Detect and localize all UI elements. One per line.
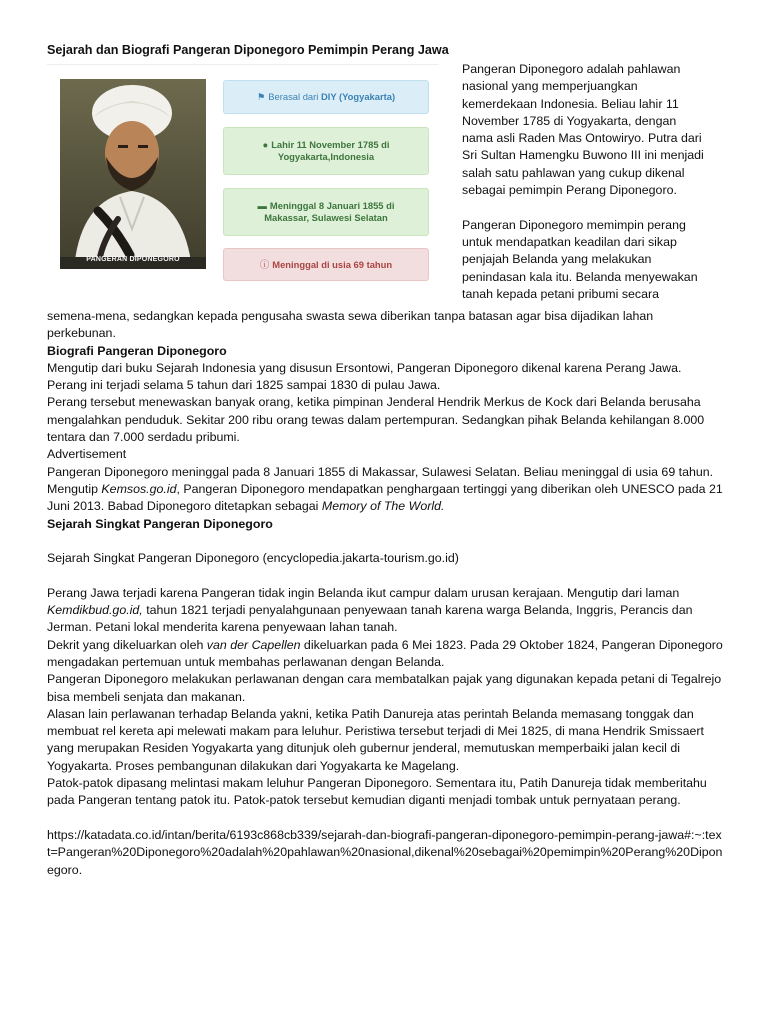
intro-line: sebagai pemimpin Perang Diponegoro. xyxy=(462,183,677,198)
person-name: van der Capellen xyxy=(206,637,301,652)
source-name: Kemsos.go.id xyxy=(101,481,177,496)
paragraph: Pangeran Diponegoro melakukan perlawanan dengan cara membatalkan pajak yang digunakan kepada petani di Tegalrejo bisa membeli senjata dan makanan. xyxy=(47,672,722,704)
title-divider xyxy=(47,64,439,65)
intro-line: Sri Sultan Hamengku Buwono III ini menjadi xyxy=(462,148,704,163)
intro-line: Pangeran Diponegoro adalah pahlawan xyxy=(462,62,681,76)
paragraph: Perang tersebut menewaskan banyak orang, ketika pimpinan Jenderal Hendrik Merkus de Kock dari Belanda berusaha mengalahkan penduduk. Sekitar 200 ribu orang tewas dalam pertempuran. Sedangkan pihak Belanda kehilangan 8.000 tentara dan 7.000 serdadu pribumi. xyxy=(47,395,705,445)
intro-line: penindasan kala itu. Belanda menyewakan xyxy=(462,269,698,284)
died-card xyxy=(223,188,429,236)
portrait-illustration xyxy=(60,79,206,269)
portrait-image xyxy=(60,79,206,269)
map-marker-icon: ⚑ xyxy=(256,91,266,102)
memory-of-world: Memory of The World. xyxy=(321,499,445,514)
born-card xyxy=(223,127,429,175)
section-heading-biografi: Biografi Pangeran Diponegoro xyxy=(47,343,227,358)
intro-line: nama asli Raden Mas Ontowiryo. Putra dari xyxy=(462,131,702,146)
origin-card xyxy=(223,80,429,114)
age-prefix: Meninggal di usia xyxy=(272,259,354,270)
article-body xyxy=(47,308,723,879)
origin-value: DIY (Yogyakarta) xyxy=(320,91,396,102)
paragraph xyxy=(47,637,723,672)
advertisement-label: Advertisement xyxy=(47,447,127,462)
paragraph xyxy=(47,481,723,516)
intro-line: salah satu pahlawan yang cukup dikenal xyxy=(462,165,685,180)
text-run: dikeluarkan pada 6 Mei 1823. Pada 29 Oktober 1824, Pangeran Diponegoro mengadakan pertemuan untuk membahas perlawanan dengan Belanda. xyxy=(47,637,723,669)
source-url: https://katadata.co.id/intan/berita/6193c868cb339/sejarah-dan-biografi-pangeran-diponegoro-pemimpin-perang-jawa#:~:text=Pangeran%20Diponegoro%20adalah%20pahlawan%20nasional,dikenal%20sebagai%20pemimpin%20Perang%20Diponegoro. xyxy=(47,827,723,877)
intro-line: untuk mendapatkan keadilan dari sikap xyxy=(462,234,677,249)
info-circle-icon: ⓘ xyxy=(259,259,270,270)
text-run: Mengutip xyxy=(47,481,102,496)
intro-line: November 1785 di Yogyakarta, dengan xyxy=(462,113,677,128)
paragraph: Alasan lain perlawanan terhadap Belanda yakni, ketika Patih Danureja atas perintah Belanda memasang tonggak dan membuat rel kereta api melewati makam para leluhur. Peristiwa tersebut terjadi di Mei 1825, di mana Hendrik Smissaert yang merupakan Residen Yogyakarta yang ditunjuk oleh gubernur jenderal, memutuskan memperbaiki jalan kecil di Yogyakarta. Proses pembangunan dilakukan dari Yogyakarta ke Magelang. xyxy=(47,706,704,773)
user-icon: ● xyxy=(262,139,269,150)
origin-prefix: Berasal dari xyxy=(268,91,321,102)
intro-line: kemerdekaan Indonesia. Beliau lahir 11 xyxy=(462,96,679,111)
age-card xyxy=(223,248,429,281)
source-caption: Sejarah Singkat Pangeran Diponegoro (encyclopedia.jakarta-tourism.go.id) xyxy=(47,551,459,566)
portrait-caption: PANGERAN DIPONEGORO xyxy=(86,255,180,263)
paragraph: Pangeran Diponegoro meninggal pada 8 Januari 1855 di Makassar, Sulawesi Selatan. Beliau meninggal di usia 69 tahun. xyxy=(47,464,714,479)
text-run: tahun 1821 terjadi penyalahgunaan penyewaan tanah karena warga Belanda, Inggris, Perancis dan Jerman. Petani lokal menderita karena penyewaan lahan tanah. xyxy=(47,603,693,635)
intro-line: Pangeran Diponegoro memimpin perang xyxy=(462,217,686,232)
age-value: 69 tahun xyxy=(353,259,393,270)
born-line2: Yogyakarta,Indonesia xyxy=(277,151,375,162)
born-line1: Lahir 11 November 1785 di xyxy=(271,139,390,150)
text-run: , Pangeran Diponegoro mendapatkan penghargaan tertinggi yang diberikan oleh UNESCO pada 21 Juni 2013. Babad Diponegoro ditetapkan sebagai xyxy=(47,481,723,514)
bed-icon: ▬ xyxy=(257,200,267,211)
article-title: Sejarah dan Biografi Pangeran Diponegoro Pemimpin Perang Jawa xyxy=(47,43,449,57)
died-line2: Makassar, Sulawesi Selatan xyxy=(264,212,388,223)
text-run: Perang Jawa terjadi karena Pangeran tidak ingin Belanda ikut campur dalam urusan kerajaan. Mengutip dari laman xyxy=(47,585,680,600)
source-name: Kemdikbud.go.id, xyxy=(47,603,143,618)
text-run: Dekrit yang dikeluarkan oleh xyxy=(47,637,207,652)
intro-line: nasional yang memperjuangkan xyxy=(462,79,638,94)
intro-line: penjajah Belanda yang melakukan xyxy=(462,252,652,267)
section-heading-sejarah: Sejarah Singkat Pangeran Diponegoro xyxy=(47,516,273,531)
died-line1: Meninggal 8 Januari 1855 di xyxy=(269,200,395,211)
intro-column xyxy=(462,61,720,303)
paragraph: Mengutip dari buku Sejarah Indonesia yang disusun Ersontowi, Pangeran Diponegoro dikenal karena Perang Jawa. Perang ini terjadi selama 5 tahun dari 1825 sampai 1830 di pulau Jawa. xyxy=(47,360,682,393)
paragraph: Patok-patok dipasang melintasi makam leluhur Pangeran Diponegoro. Sementara itu, Patih Danureja tidak memberitahu pada Pangeran tentang patok itu. Patok-patok tersebut kemudian diganti menjadi tombak untuk pernyataan perang. xyxy=(47,776,707,808)
intro-line: tanah kepada petani pribumi secara xyxy=(462,286,660,301)
paragraph: semena-mena, sedangkan kepada pengusaha swasta sewa diberikan tanpa batasan agar bisa dijadikan lahan perkebunan. xyxy=(47,309,654,341)
paragraph xyxy=(47,585,723,637)
